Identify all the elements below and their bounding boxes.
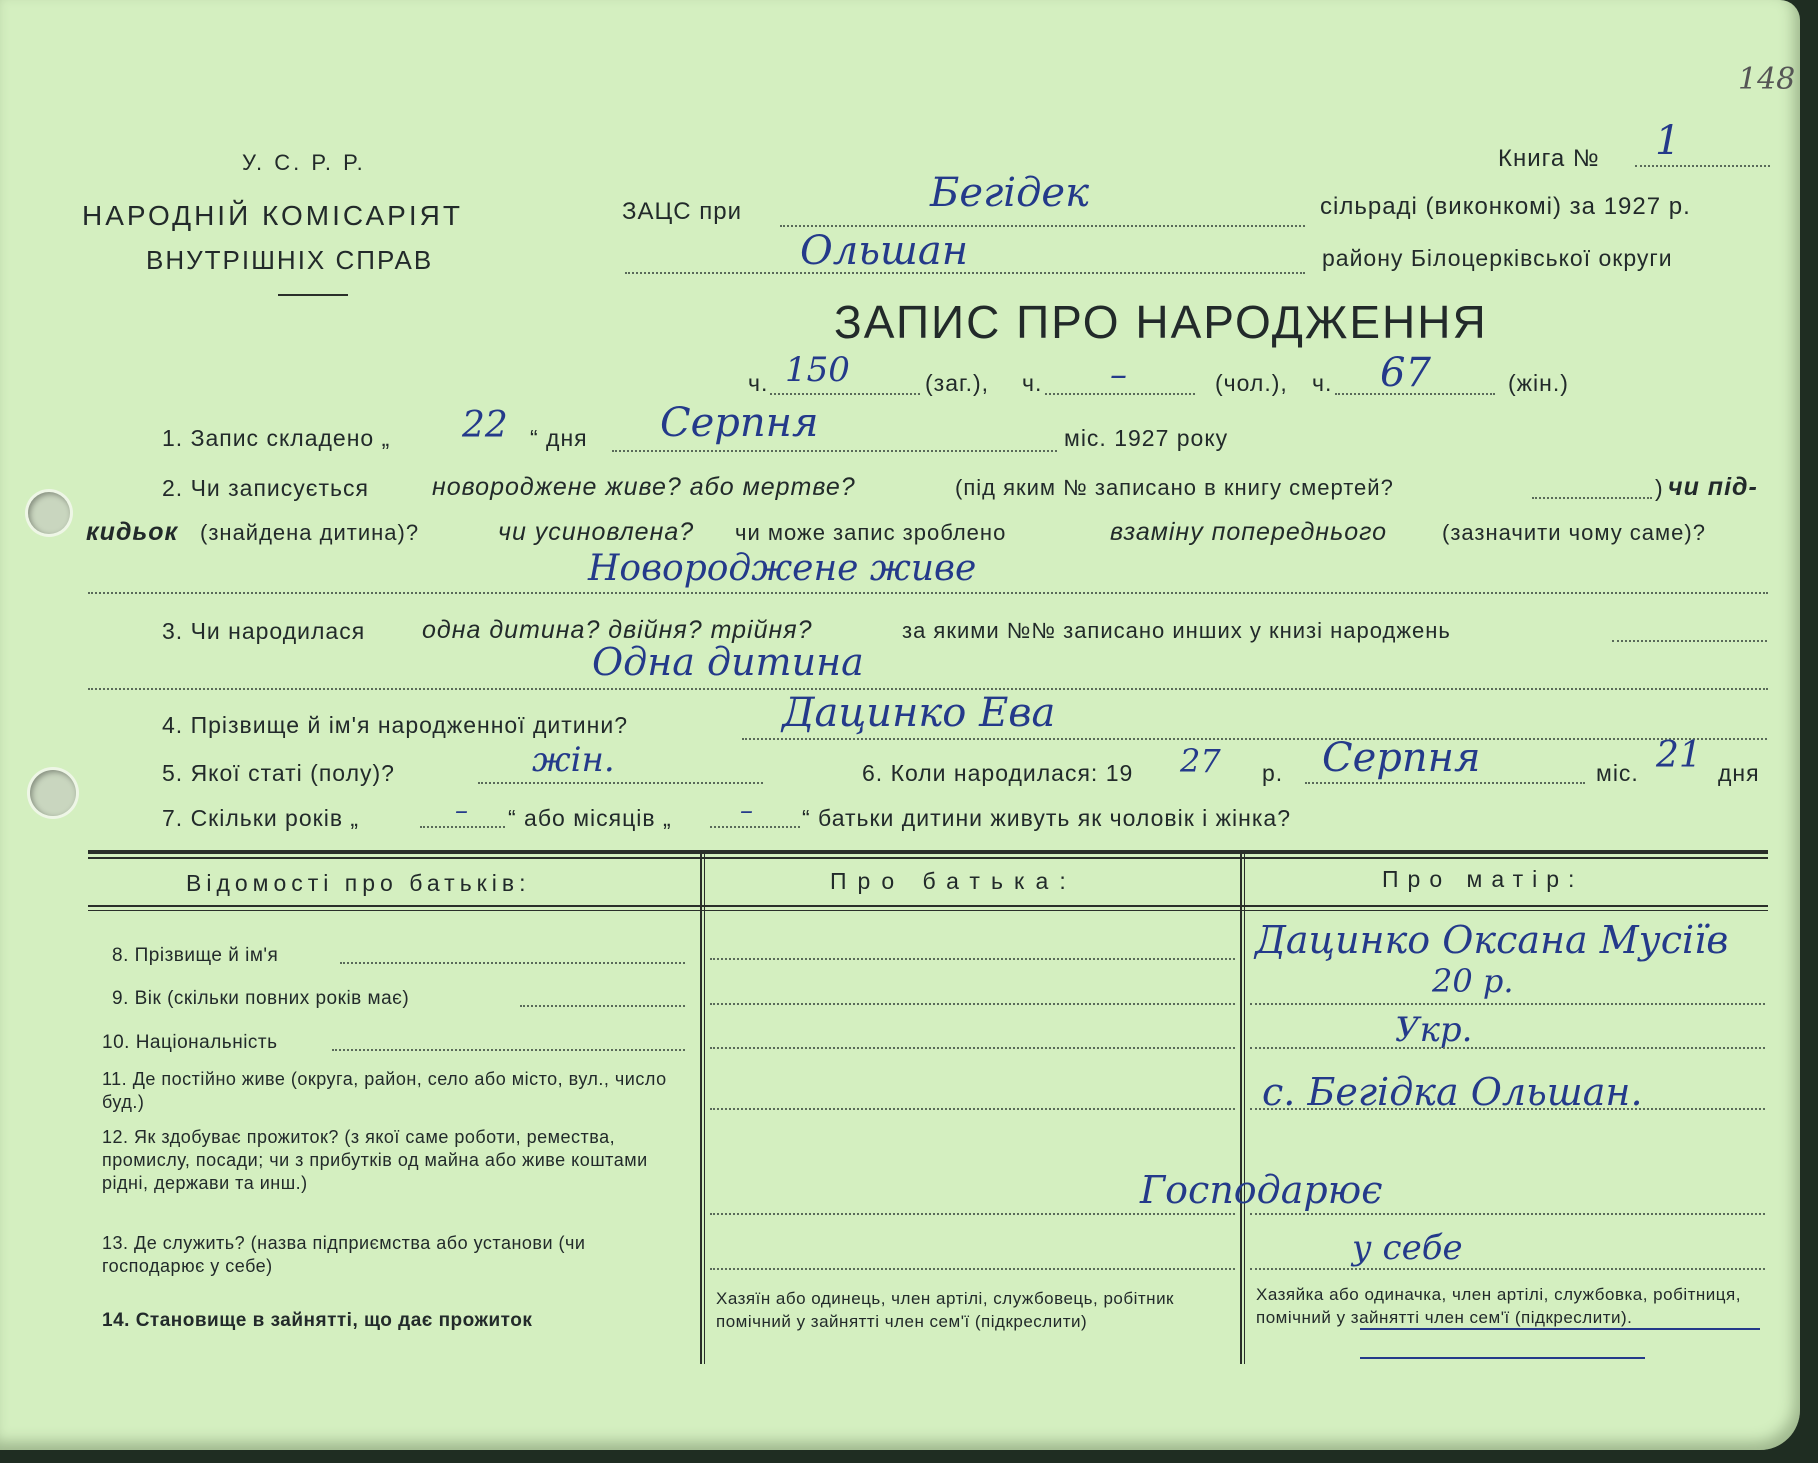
table-col1-header: Відомості про батьків:: [186, 870, 531, 896]
q1-day: 22: [462, 405, 508, 446]
punch-hole: [28, 492, 70, 534]
q3-answer: Одна дитина: [592, 640, 864, 684]
q2-line2b: чи може запис зроблено: [735, 520, 1007, 545]
q5-answer: жін.: [532, 740, 615, 780]
q2-answer: Новороджене живе: [588, 548, 977, 589]
female-label: (жін.): [1508, 370, 1569, 396]
q6-month-line: [1305, 782, 1585, 784]
row-leader: [332, 1049, 685, 1051]
q2-answer-line: [88, 592, 1768, 594]
q7-text: 7. Скільки років „: [162, 805, 360, 831]
book-number-line: [1635, 165, 1770, 167]
q7-months-line: [710, 826, 800, 828]
district-name: Ольшан: [800, 228, 969, 274]
q3-line: [1612, 640, 1767, 642]
mother-status-underline: [1360, 1357, 1645, 1359]
female-line: [1335, 393, 1495, 395]
q1-mid: “ дня: [530, 425, 588, 451]
q7-months: –: [740, 796, 753, 826]
q4-text: 4. Прізвище й ім'я народженної дитини?: [162, 712, 628, 738]
father-status-options: Хазяїн або одинець, член артілі, службовець, робітник помічний у зайнятті член сем'ї (підкреслити): [716, 1289, 1174, 1331]
female-number: 67: [1380, 350, 1431, 396]
mother-field-line: [1250, 1213, 1765, 1215]
row-label-employment: 13. Де служить? (назва підприємства або установи (чи господарює у себе): [102, 1233, 586, 1276]
mother-residence: с. Бегідка Ольшан.: [1262, 1070, 1643, 1114]
book-number: 1: [1655, 118, 1681, 164]
district-label: району Білоцерківської округи: [1322, 245, 1673, 271]
q2-opt4: взаміну попереднього: [1110, 518, 1388, 546]
q5-text: 5. Якої статі (полу)?: [162, 760, 395, 786]
q2-num: 2. Чи записується: [162, 475, 369, 501]
q7-mid: “ або місяців „: [508, 805, 672, 831]
mother-status-underline: [1360, 1328, 1760, 1330]
q6-text: 6. Коли народилася: 19: [862, 760, 1134, 786]
page-number: 148: [1738, 62, 1796, 97]
row-label-residence: 11. Де постійно живе (округа, район, село або місто, вул., число буд.): [102, 1069, 667, 1112]
mother-field-line: [1250, 1047, 1765, 1049]
q2-death-line: [1532, 497, 1652, 499]
council-label: сільраді (виконкомі) за 1927 р.: [1320, 193, 1691, 220]
total-line: [770, 393, 920, 395]
q2-line2a: (знайдена дитина)?: [200, 520, 420, 545]
father-field-line: [710, 1213, 1235, 1215]
q6-month: Серпня: [1322, 735, 1481, 781]
q3-lead: 3. Чи народилася: [162, 618, 366, 644]
table-col2-header: Про батька:: [830, 868, 1077, 894]
row-label-name: 8. Прізвище й ім'я: [112, 945, 279, 966]
number-label: ч.: [748, 370, 769, 396]
zags-prefix: ЗАЦС при: [622, 198, 743, 225]
q6-r: р.: [1262, 760, 1284, 786]
number-label: ч.: [1312, 370, 1333, 396]
mother-field-line: [1250, 1268, 1765, 1270]
male-number: –: [1110, 355, 1127, 395]
punch-hole: [30, 770, 76, 816]
row-label-livelihood: 12. Як здобуває прожиток? (з якої саме роботи, ремества, промислу, посади; чи з прибутків од майна або живе коштами рідні, держави та инш.): [102, 1127, 648, 1193]
q3-opts: одна дитина? двійня? трійня?: [422, 616, 813, 644]
table-col-divider: [700, 852, 702, 1364]
q2-opt3: чи усиновлена?: [498, 518, 695, 546]
q7-years-line: [420, 826, 505, 828]
row-leader: [520, 1005, 685, 1007]
table-col-divider: [704, 852, 705, 1364]
row-label-age: 9. Вік (скільки повних років має): [112, 988, 410, 1009]
q6-mis: міс.: [1596, 760, 1639, 786]
q2-close: ): [1655, 475, 1664, 501]
mother-age: 20 р.: [1432, 962, 1514, 1000]
village-line: [780, 225, 1305, 227]
q3-tail: за якими №№ записано инших у книзі народжень: [902, 618, 1451, 643]
document-title: ЗАПИС ПРО НАРОДЖЕННЯ: [834, 296, 1488, 348]
mother-employment: у себе: [1352, 1228, 1463, 1268]
header-divider: [278, 294, 348, 296]
q7-tail: “ батьки дитини живуть як чоловік і жінка?: [802, 805, 1292, 831]
number-label: ч.: [1022, 370, 1043, 396]
q5-line: [478, 782, 763, 784]
table-top-rule: [88, 850, 1768, 854]
row-label-status: 14. Становище в зайнятті, що дає прожиток: [102, 1310, 533, 1331]
q2-opt1: новороджене живе? або мертве?: [432, 473, 856, 501]
q6-year: 27: [1180, 742, 1221, 780]
male-label: (чол.),: [1215, 370, 1288, 396]
father-field-line: [710, 1268, 1235, 1270]
father-field-line: [710, 958, 1235, 960]
q4-line: [742, 738, 1767, 740]
q6-dnia: дня: [1718, 760, 1760, 786]
q4-answer: Дацинко Ева: [782, 690, 1056, 736]
q6-day: 21: [1656, 735, 1702, 776]
q2-mid: (під яким № записано в книгу смертей?: [955, 475, 1394, 500]
village-name: Бегідек: [930, 170, 1089, 216]
total-number: 150: [785, 350, 850, 390]
q1-month-line: [612, 450, 1057, 452]
q1-lead: 1. Запис складено „: [162, 425, 391, 451]
table-col-divider: [1240, 852, 1242, 1364]
book-label: Книга №: [1498, 145, 1600, 172]
q2-line2c: (зазначити чому саме)?: [1442, 520, 1706, 545]
table-top-rule-thin: [88, 857, 1768, 859]
mother-field-line: [1250, 1108, 1765, 1110]
table-header-rule: [88, 905, 1768, 907]
q1-tail: міс. 1927 року: [1064, 425, 1229, 451]
total-label: (заг.),: [925, 370, 990, 396]
mother-status-options: Хазяйка або одиначка, член артілі, службовка, робітниця, помічний у зайнятті член сем'ї (підкреслити).: [1256, 1285, 1741, 1327]
father-field-line: [710, 1047, 1235, 1049]
q2-opt2a: чи під-: [1668, 473, 1758, 501]
table-header-rule-thin: [88, 910, 1768, 911]
mother-name: Дацинко Оксана Мусіїв: [1255, 918, 1729, 962]
table-col-divider: [1244, 852, 1245, 1364]
mother-livelihood: Господарює: [1140, 1168, 1383, 1212]
q1-month: Серпня: [660, 400, 819, 446]
mother-nationality: Укр.: [1395, 1010, 1473, 1050]
table-col3-header: Про матір:: [1382, 866, 1584, 892]
commissariat-line2: ВНУТРІШНІХ СПРАВ: [146, 245, 434, 275]
male-line: [1045, 393, 1195, 395]
district-line: [625, 272, 1305, 274]
q7-years: –: [455, 796, 468, 826]
mother-field-line: [1250, 1003, 1765, 1005]
father-field-line: [710, 1003, 1235, 1005]
father-field-line: [710, 1108, 1235, 1110]
row-leader: [340, 962, 685, 964]
q2-opt2b: кидьок: [86, 518, 179, 546]
commissariat-line1: НАРОДНІЙ КОМІСАРІЯТ: [82, 200, 463, 231]
republic-label: У. С. Р. Р.: [242, 150, 366, 175]
row-label-nationality: 10. Національність: [102, 1032, 278, 1053]
